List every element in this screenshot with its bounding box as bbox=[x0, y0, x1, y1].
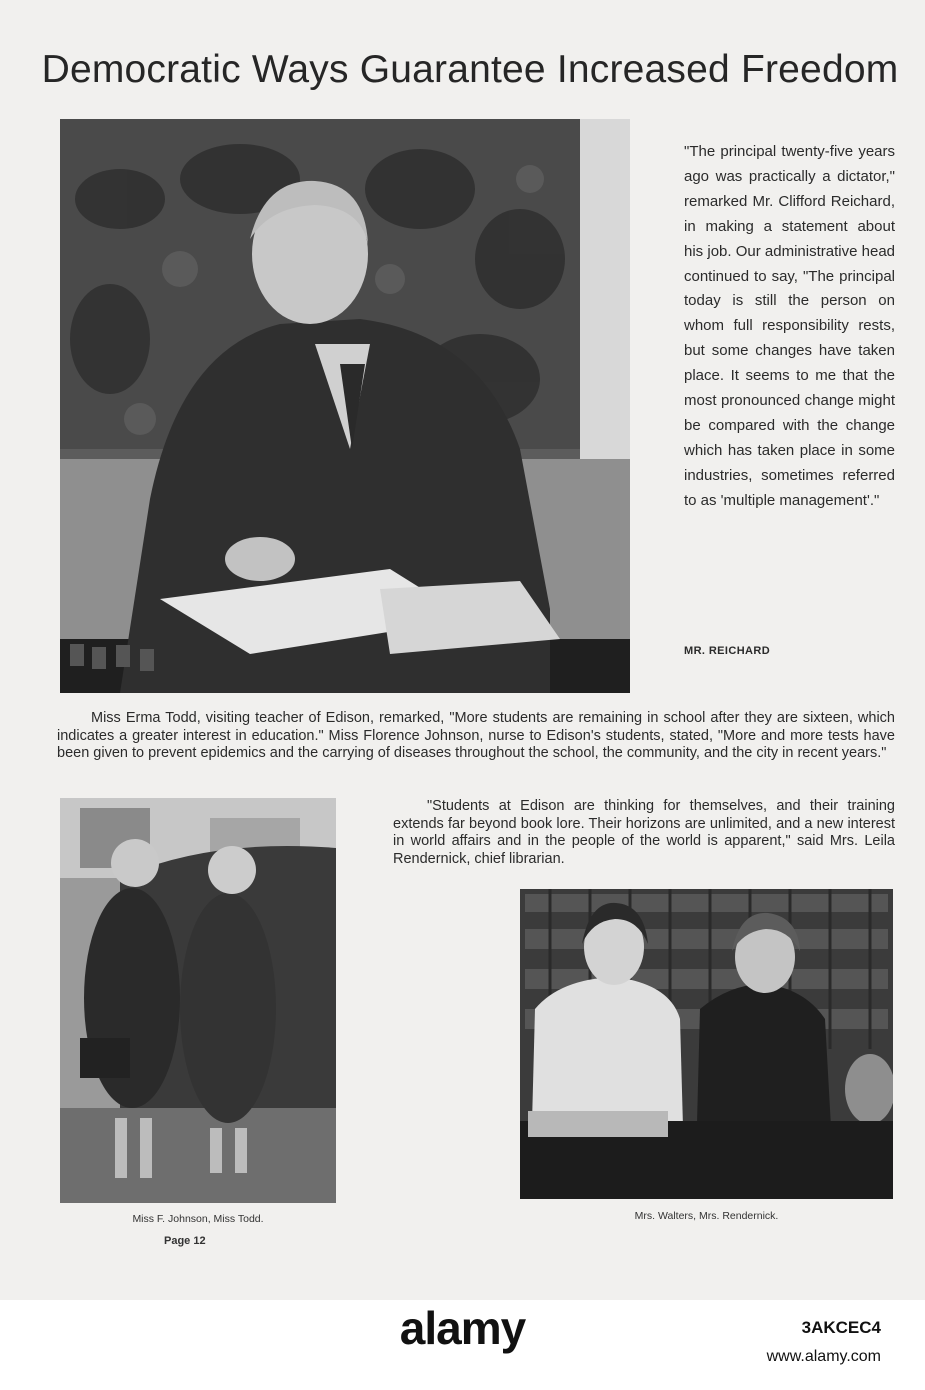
caption-walters-rendernick: Mrs. Walters, Mrs. Rendernick. bbox=[634, 1210, 779, 1222]
principal-photo bbox=[60, 119, 630, 693]
librarian-paragraph: "Students at Edison are thinking for themselves, and their training extends far beyond book lore. Their horizons are unlimited, and a new interest in world affairs and in the people of the world is apparent," said Mrs. Leila Rendernick, chief librarian. bbox=[393, 798, 895, 867]
footer-meta bbox=[767, 1318, 881, 1366]
image-id: 3AKCEC4 bbox=[801, 1318, 881, 1337]
page-title: Democratic Ways Guarantee Increased Freedom bbox=[41, 48, 899, 91]
site-url: www.alamy.com bbox=[766, 1348, 881, 1365]
principal-quote: "The principal twenty-five years ago was practically a dictator," remarked Mr. Clifford Reichard, in making a statement about his job. Our administrative head continued to say, "The principal today is still the person on whom full responsibility rests, but some changes have taken place. It seems to me that the most pronounced change might be compared with the change which has taken place in some industries, sometimes referred to as 'multiple management'." bbox=[684, 143, 895, 509]
walters-rendernick-photo bbox=[520, 889, 893, 1199]
caption-johnson-todd: Miss F. Johnson, Miss Todd. bbox=[132, 1213, 264, 1225]
principal-name-label: MR. REICHARD bbox=[684, 645, 771, 657]
page-number: Page 12 bbox=[164, 1235, 206, 1247]
alamy-logo: alamy bbox=[399, 1302, 526, 1354]
johnson-todd-photo bbox=[60, 798, 336, 1203]
nurse-teacher-paragraph: Miss Erma Todd, visiting teacher of Edison, remarked, "More students are remaining in school after they are sixteen, which indicates a greater interest in education." Miss Florence Johnson, nurse to Edison's students, stated, "More and more tests have been given to prevent epidemics and the carrying of diseases throughout the school, the community, and the city in recent years." bbox=[57, 710, 895, 762]
